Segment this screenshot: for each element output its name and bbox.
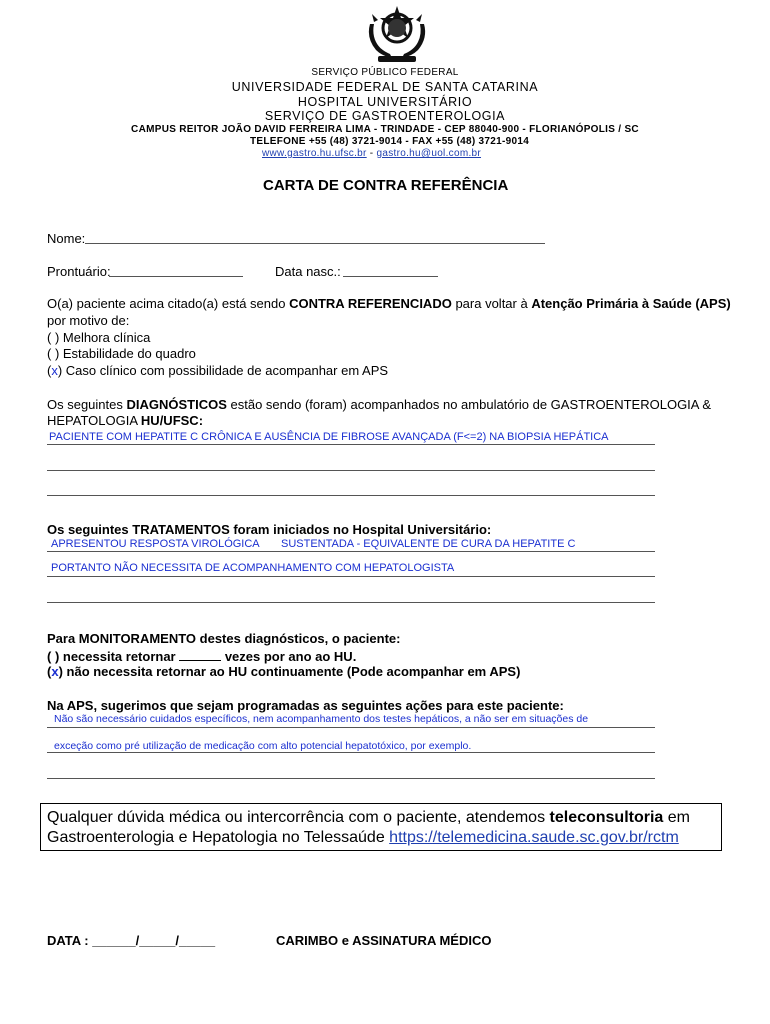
header-address: CAMPUS REITOR JOÃO DAVID FERREIRA LIMA - TRINDADE - CEP 88040-900 - FLORIANÓPOLIS / SC [131,124,639,135]
aps-field-2[interactable] [47,752,655,753]
header-hospital: HOSPITAL UNIVERSITÁRIO [297,95,473,109]
nome-label: Nome: [47,231,86,246]
website-link[interactable]: www.gastro.hu.ufsc.br [262,148,367,159]
teleconsultoria-line-1 [47,808,715,828]
diagnosticos-field-1[interactable] [47,444,655,445]
option-melhora-clinica[interactable]: ( ) Melhora clínica [47,330,151,345]
email-link[interactable]: gastro.hu@uol.com.br [376,148,482,159]
retornar-text-2: vezes por ano ao HU. [221,649,357,664]
aps-field-1[interactable] [47,727,655,728]
header-links [262,148,481,159]
diag-hepatologia: HEPATOLOGIA [47,413,141,428]
diag-bold: DIAGNÓSTICOS [126,397,227,412]
prontuario-field[interactable] [109,276,243,277]
checkbox2-mark: x [51,664,59,679]
diagnosticos-field-3[interactable] [47,495,655,496]
intro-line-2: por motivo de: [47,313,130,328]
diag-hu-ufsc: HU/UFSC: [140,413,204,428]
links-separator: - [366,148,377,159]
document-title: CARTA DE CONTRA REFERÊNCIA [263,177,509,194]
option-necessita-retornar[interactable] [47,648,356,666]
tele-end: em [663,809,690,826]
data-field[interactable]: DATA : ______/_____/_____ [47,933,216,948]
header-federal: SERVIÇO PÚBLICO FEDERAL [311,67,459,78]
tratamentos-heading: Os seguintes TRATAMENTOS foram iniciados no Hospital Universitário: [47,522,492,537]
tratamentos-field-2[interactable] [47,576,655,577]
header-phone: TELEFONE +55 (48) 3721-9014 - FAX +55 (48) 3721-9014 [250,136,530,147]
intro-line-1 [47,296,731,313]
tratamentos-fill-1b: SUSTENTADA - EQUIVALENTE DE CURA DA HEPATITE C [281,538,576,550]
coat-of-arms-emblem [364,4,430,66]
aps-text: Atenção Primária à Saúde (APS) [531,296,731,311]
retornar-vezes-field[interactable] [179,648,221,661]
aps-heading: Na APS, sugerimos que sejam programadas as seguintes ações para este paciente: [47,698,564,713]
contra-referenciado-text: CONTRA REFERENCIADO [289,296,452,311]
diagnosticos-fill-1: PACIENTE COM HEPATITE C CRÔNICA E AUSÊNCIA DE FIBROSE AVANÇADA (F<=2) NA BIOPSIA HEPÁTICA [49,431,609,443]
option-nao-necessita[interactable] [47,664,520,681]
diag-text-1: Os seguintes [47,397,127,412]
header-university: UNIVERSIDADE FEDERAL DE SANTA CATARINA [231,80,539,94]
teleconsultoria-line-2 [47,828,715,848]
teleconsultoria-box [40,803,722,851]
tele-text-1: Qualquer dúvida médica ou intercorrência com o paciente, atendemos [47,809,550,826]
tratamentos-field-3[interactable] [47,602,655,603]
diagnosticos-line-2 [47,413,203,430]
option-caso-clinico[interactable] [47,363,388,380]
diagnosticos-line-1 [47,397,711,414]
data-nasc-label: Data nasc.: [275,264,341,279]
tele-text-2: Gastroenterologia e Hepatologia no Telessaúde [47,829,390,846]
diag-text-2: estão sendo (foram) acompanhados no ambulatório de GASTROENTEROLOGIA & [226,397,712,412]
header-service: SERVIÇO DE GASTROENTEROLOGIA [264,109,506,123]
tratamentos-fill-1a: APRESENTOU RESPOSTA VIROLÓGICA [51,538,260,550]
prontuario-label: Prontuário: [47,264,111,279]
checkbox-open: ( [47,363,52,378]
retornar-text-1: ( ) necessita retornar [47,649,180,664]
carimbo-assinatura-label: CARIMBO e ASSINATURA MÉDICO [276,933,492,948]
option-caso-clinico-label: ) Caso clínico com possibilidade de acompanhar em APS [57,363,389,378]
tele-bold: teleconsultoria [549,809,664,826]
nome-field[interactable] [85,243,545,244]
checkbox-mark: x [51,363,58,378]
intro-text-1: O(a) paciente acima citado(a) está sendo [47,296,290,311]
option-estabilidade[interactable]: ( ) Estabilidade do quadro [47,346,196,361]
tratamentos-field-1[interactable] [47,551,655,552]
monitoramento-heading: Para MONITORAMENTO destes diagnósticos, o paciente: [47,631,401,646]
telemedicina-link[interactable]: https://telemedicina.saude.sc.gov.br/rctm [389,829,679,846]
intro-text-2: para voltar à [451,296,532,311]
tratamentos-fill-2: PORTANTO NÃO NECESSITA DE ACOMPANHAMENTO COM HEPATOLOGISTA [51,562,455,574]
diagnosticos-field-2[interactable] [47,470,655,471]
data-nasc-field[interactable] [343,276,438,277]
aps-field-3[interactable] [47,778,655,779]
checkbox2-open: ( [47,664,52,679]
aps-fill-2: exceção como pré utilização de medicação com alto potencial hepatotóxico, por exemplo. [54,740,472,752]
option-nao-necessita-label: ) não necessita retornar ao HU continuamente (Pode acompanhar em APS) [58,664,521,679]
aps-fill-1: Não são necessário cuidados específicos, nem acompanhamento dos testes hepáticos, a não ser em situações de [54,713,589,725]
